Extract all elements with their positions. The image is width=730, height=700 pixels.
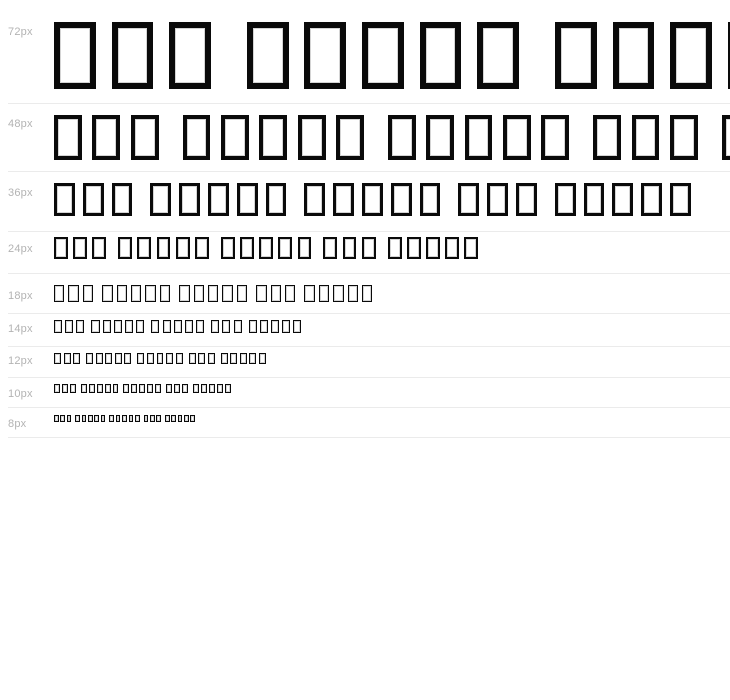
missing-glyph-icon	[155, 384, 161, 393]
sample-word	[54, 22, 227, 94]
missing-glyph-icon	[176, 237, 190, 259]
size-preview-list	[8, 0, 730, 438]
sample-text	[54, 0, 730, 94]
missing-glyph-icon	[151, 320, 159, 333]
missing-glyph-icon	[198, 353, 205, 364]
sample-word	[247, 22, 535, 94]
sample-word	[221, 353, 269, 365]
size-label: 24px	[8, 243, 33, 255]
missing-glyph-icon	[670, 115, 698, 160]
missing-glyph-icon	[362, 22, 404, 89]
missing-glyph-icon	[114, 320, 122, 333]
missing-glyph-icon	[293, 320, 301, 333]
sample-word	[54, 183, 140, 219]
missing-glyph-icon	[240, 353, 247, 364]
missing-glyph-icon	[139, 384, 145, 393]
missing-glyph-icon	[319, 285, 329, 302]
missing-glyph-icon	[464, 237, 478, 259]
missing-glyph-icon	[54, 320, 62, 333]
missing-glyph-icon	[282, 320, 290, 333]
sample-word	[221, 237, 317, 261]
missing-glyph-icon	[171, 415, 176, 422]
sample-word	[304, 183, 448, 219]
missing-glyph-icon	[201, 384, 207, 393]
sample-word	[304, 285, 376, 303]
missing-glyph-icon	[259, 115, 287, 160]
missing-glyph-icon	[97, 384, 103, 393]
missing-glyph-icon	[503, 115, 531, 160]
missing-glyph-icon	[555, 183, 576, 216]
missing-glyph-icon	[237, 183, 258, 216]
missing-glyph-icon	[163, 320, 171, 333]
sample-word	[54, 320, 88, 334]
missing-glyph-icon	[348, 285, 358, 302]
size-label: 10px	[8, 388, 33, 400]
missing-glyph-icon	[83, 285, 93, 302]
size-row	[8, 347, 730, 378]
missing-glyph-icon	[304, 285, 314, 302]
missing-glyph-icon	[102, 285, 112, 302]
missing-glyph-icon	[445, 237, 459, 259]
missing-glyph-icon	[487, 183, 508, 216]
missing-glyph-icon	[298, 237, 312, 259]
size-row	[8, 408, 730, 438]
missing-glyph-icon	[145, 285, 155, 302]
sample-word	[458, 183, 544, 219]
missing-glyph-icon	[593, 115, 621, 160]
sample-word	[54, 285, 97, 303]
missing-glyph-icon	[333, 285, 343, 302]
sample-word	[193, 384, 233, 394]
size-label: 48px	[8, 118, 33, 130]
missing-glyph-icon	[109, 415, 114, 422]
missing-glyph-icon	[426, 237, 440, 259]
missing-glyph-icon	[225, 384, 231, 393]
missing-glyph-icon	[391, 183, 412, 216]
missing-glyph-icon	[184, 415, 189, 422]
sample-word	[722, 115, 730, 163]
size-label: 36px	[8, 187, 33, 199]
sample-word	[75, 415, 107, 423]
sample-text	[54, 408, 730, 423]
missing-glyph-icon	[260, 320, 268, 333]
missing-glyph-icon	[271, 320, 279, 333]
size-label: 18px	[8, 290, 33, 302]
missing-glyph-icon	[304, 183, 325, 216]
missing-glyph-icon	[73, 353, 80, 364]
sample-text	[54, 104, 730, 163]
missing-glyph-icon	[112, 183, 133, 216]
missing-glyph-icon	[247, 22, 289, 89]
missing-glyph-icon	[362, 285, 372, 302]
sample-word	[388, 115, 580, 163]
missing-glyph-icon	[62, 384, 68, 393]
missing-glyph-icon	[75, 415, 80, 422]
missing-glyph-icon	[179, 285, 189, 302]
missing-glyph-icon	[407, 237, 421, 259]
missing-glyph-icon	[190, 415, 195, 422]
missing-glyph-icon	[135, 415, 140, 422]
missing-glyph-icon	[156, 415, 161, 422]
missing-glyph-icon	[420, 183, 441, 216]
missing-glyph-icon	[86, 353, 93, 364]
missing-glyph-icon	[249, 320, 257, 333]
missing-glyph-icon	[123, 384, 129, 393]
missing-glyph-icon	[388, 115, 416, 160]
size-row	[8, 104, 730, 172]
missing-glyph-icon	[83, 183, 104, 216]
sample-word	[137, 353, 185, 365]
missing-glyph-icon	[388, 237, 402, 259]
size-row	[8, 232, 730, 274]
missing-glyph-icon	[54, 237, 68, 259]
sample-word	[555, 183, 699, 219]
sample-word	[91, 320, 147, 334]
size-row	[8, 274, 730, 314]
missing-glyph-icon	[266, 183, 287, 216]
missing-glyph-icon	[54, 285, 64, 302]
missing-glyph-icon	[147, 353, 154, 364]
missing-glyph-icon	[193, 384, 199, 393]
missing-glyph-icon	[208, 285, 218, 302]
missing-glyph-icon	[89, 384, 95, 393]
missing-glyph-icon	[584, 183, 605, 216]
missing-glyph-icon	[222, 320, 230, 333]
missing-glyph-icon	[131, 285, 141, 302]
missing-glyph-icon	[147, 384, 153, 393]
missing-glyph-icon	[612, 183, 633, 216]
size-label: 72px	[8, 26, 33, 38]
sample-word	[211, 320, 245, 334]
missing-glyph-icon	[125, 320, 133, 333]
missing-glyph-icon	[420, 22, 462, 89]
missing-glyph-icon	[362, 183, 383, 216]
missing-glyph-icon	[157, 353, 164, 364]
sample-text	[54, 347, 730, 365]
missing-glyph-icon	[183, 115, 211, 160]
missing-glyph-icon	[118, 237, 132, 259]
missing-glyph-icon	[613, 22, 655, 89]
sample-word	[54, 353, 83, 365]
missing-glyph-icon	[185, 320, 193, 333]
sample-word	[555, 22, 730, 94]
missing-glyph-icon	[196, 320, 204, 333]
sample-word	[388, 237, 484, 261]
sample-word	[165, 415, 197, 423]
missing-glyph-icon	[217, 384, 223, 393]
missing-glyph-icon	[92, 237, 106, 259]
missing-glyph-icon	[271, 285, 281, 302]
missing-glyph-icon	[101, 415, 106, 422]
missing-glyph-icon	[112, 22, 154, 89]
missing-glyph-icon	[174, 320, 182, 333]
missing-glyph-icon	[278, 237, 292, 259]
missing-glyph-icon	[222, 285, 232, 302]
missing-glyph-icon	[76, 320, 84, 333]
missing-glyph-icon	[178, 415, 183, 422]
missing-glyph-icon	[189, 353, 196, 364]
sample-text	[54, 314, 730, 334]
sample-text	[54, 172, 730, 219]
missing-glyph-icon	[304, 22, 346, 89]
size-row	[8, 314, 730, 347]
size-label: 14px	[8, 323, 33, 335]
missing-glyph-icon	[81, 384, 87, 393]
sample-word	[123, 384, 163, 394]
sample-word	[118, 237, 214, 261]
missing-glyph-icon	[632, 115, 660, 160]
sample-word	[109, 415, 141, 423]
missing-glyph-icon	[555, 22, 597, 89]
missing-glyph-icon	[117, 285, 127, 302]
missing-glyph-icon	[343, 237, 357, 259]
missing-glyph-icon	[209, 384, 215, 393]
sample-word	[256, 285, 299, 303]
missing-glyph-icon	[103, 320, 111, 333]
missing-glyph-icon	[92, 115, 120, 160]
missing-glyph-icon	[73, 237, 87, 259]
missing-glyph-icon	[54, 115, 82, 160]
missing-glyph-icon	[234, 320, 242, 333]
missing-glyph-icon	[298, 115, 326, 160]
missing-glyph-icon	[105, 353, 112, 364]
sample-word	[54, 115, 169, 163]
sample-word	[249, 320, 305, 334]
sample-word	[86, 353, 134, 365]
sample-word	[150, 183, 294, 219]
missing-glyph-icon	[54, 353, 61, 364]
missing-glyph-icon	[65, 320, 73, 333]
missing-glyph-icon	[211, 320, 219, 333]
missing-glyph-icon	[362, 237, 376, 259]
missing-glyph-icon	[144, 415, 149, 422]
missing-glyph-icon	[60, 415, 65, 422]
missing-glyph-icon	[122, 415, 127, 422]
size-label: 8px	[8, 418, 27, 430]
missing-glyph-icon	[208, 353, 215, 364]
missing-glyph-icon	[323, 237, 337, 259]
sample-word	[166, 384, 190, 394]
missing-glyph-icon	[458, 183, 479, 216]
missing-glyph-icon	[82, 415, 87, 422]
missing-glyph-icon	[137, 353, 144, 364]
missing-glyph-icon	[54, 22, 96, 89]
missing-glyph-icon	[541, 115, 569, 160]
missing-glyph-icon	[256, 285, 266, 302]
missing-glyph-icon	[336, 115, 364, 160]
missing-glyph-icon	[105, 384, 111, 393]
sample-word	[54, 415, 73, 423]
missing-glyph-icon	[240, 237, 254, 259]
missing-glyph-icon	[641, 183, 662, 216]
missing-glyph-icon	[166, 384, 172, 393]
missing-glyph-icon	[179, 183, 200, 216]
missing-glyph-icon	[259, 237, 273, 259]
sample-word	[144, 415, 163, 423]
missing-glyph-icon	[150, 183, 171, 216]
missing-glyph-icon	[54, 183, 75, 216]
missing-glyph-icon	[157, 237, 171, 259]
missing-glyph-icon	[477, 22, 519, 89]
missing-glyph-icon	[54, 384, 60, 393]
missing-glyph-icon	[333, 183, 354, 216]
missing-glyph-icon	[221, 237, 235, 259]
missing-glyph-icon	[176, 353, 183, 364]
missing-glyph-icon	[94, 415, 99, 422]
sample-word	[102, 285, 174, 303]
sample-word	[81, 384, 121, 394]
size-row	[8, 172, 730, 232]
missing-glyph-icon	[194, 285, 204, 302]
sample-text	[54, 232, 730, 261]
missing-glyph-icon	[67, 415, 72, 422]
missing-glyph-icon	[426, 115, 454, 160]
missing-glyph-icon	[221, 353, 228, 364]
sample-text	[54, 378, 730, 394]
sample-word	[179, 285, 251, 303]
sample-word	[54, 237, 112, 261]
sample-word	[183, 115, 375, 163]
missing-glyph-icon	[116, 415, 121, 422]
missing-glyph-icon	[160, 285, 170, 302]
missing-glyph-icon	[259, 353, 266, 364]
missing-glyph-icon	[91, 320, 99, 333]
missing-glyph-icon	[68, 285, 78, 302]
missing-glyph-icon	[230, 353, 237, 364]
size-row	[8, 378, 730, 408]
missing-glyph-icon	[115, 353, 122, 364]
missing-glyph-icon	[285, 285, 295, 302]
missing-glyph-icon	[237, 285, 247, 302]
missing-glyph-icon	[137, 237, 151, 259]
missing-glyph-icon	[70, 384, 76, 393]
missing-glyph-icon	[182, 384, 188, 393]
missing-glyph-icon	[131, 115, 159, 160]
sample-word	[323, 237, 381, 261]
sample-text	[54, 274, 730, 303]
missing-glyph-icon	[64, 353, 71, 364]
missing-glyph-icon	[129, 415, 134, 422]
missing-glyph-icon	[136, 320, 144, 333]
missing-glyph-icon	[169, 22, 211, 89]
missing-glyph-icon	[124, 353, 131, 364]
missing-glyph-icon	[113, 384, 119, 393]
missing-glyph-icon	[150, 415, 155, 422]
missing-glyph-icon	[670, 183, 691, 216]
missing-glyph-icon	[174, 384, 180, 393]
missing-glyph-icon	[54, 415, 59, 422]
size-label: 12px	[8, 355, 33, 367]
missing-glyph-icon	[465, 115, 493, 160]
missing-glyph-icon	[249, 353, 256, 364]
missing-glyph-icon	[208, 183, 229, 216]
sample-word	[54, 384, 78, 394]
missing-glyph-icon	[221, 115, 249, 160]
missing-glyph-icon	[96, 353, 103, 364]
missing-glyph-icon	[165, 415, 170, 422]
missing-glyph-icon	[516, 183, 537, 216]
sample-word	[151, 320, 207, 334]
size-row	[8, 0, 730, 104]
missing-glyph-icon	[670, 22, 712, 89]
sample-word	[189, 353, 218, 365]
missing-glyph-icon	[195, 237, 209, 259]
sample-word	[593, 115, 708, 163]
missing-glyph-icon	[722, 115, 730, 160]
missing-glyph-icon	[131, 384, 137, 393]
missing-glyph-icon	[166, 353, 173, 364]
missing-glyph-icon	[88, 415, 93, 422]
